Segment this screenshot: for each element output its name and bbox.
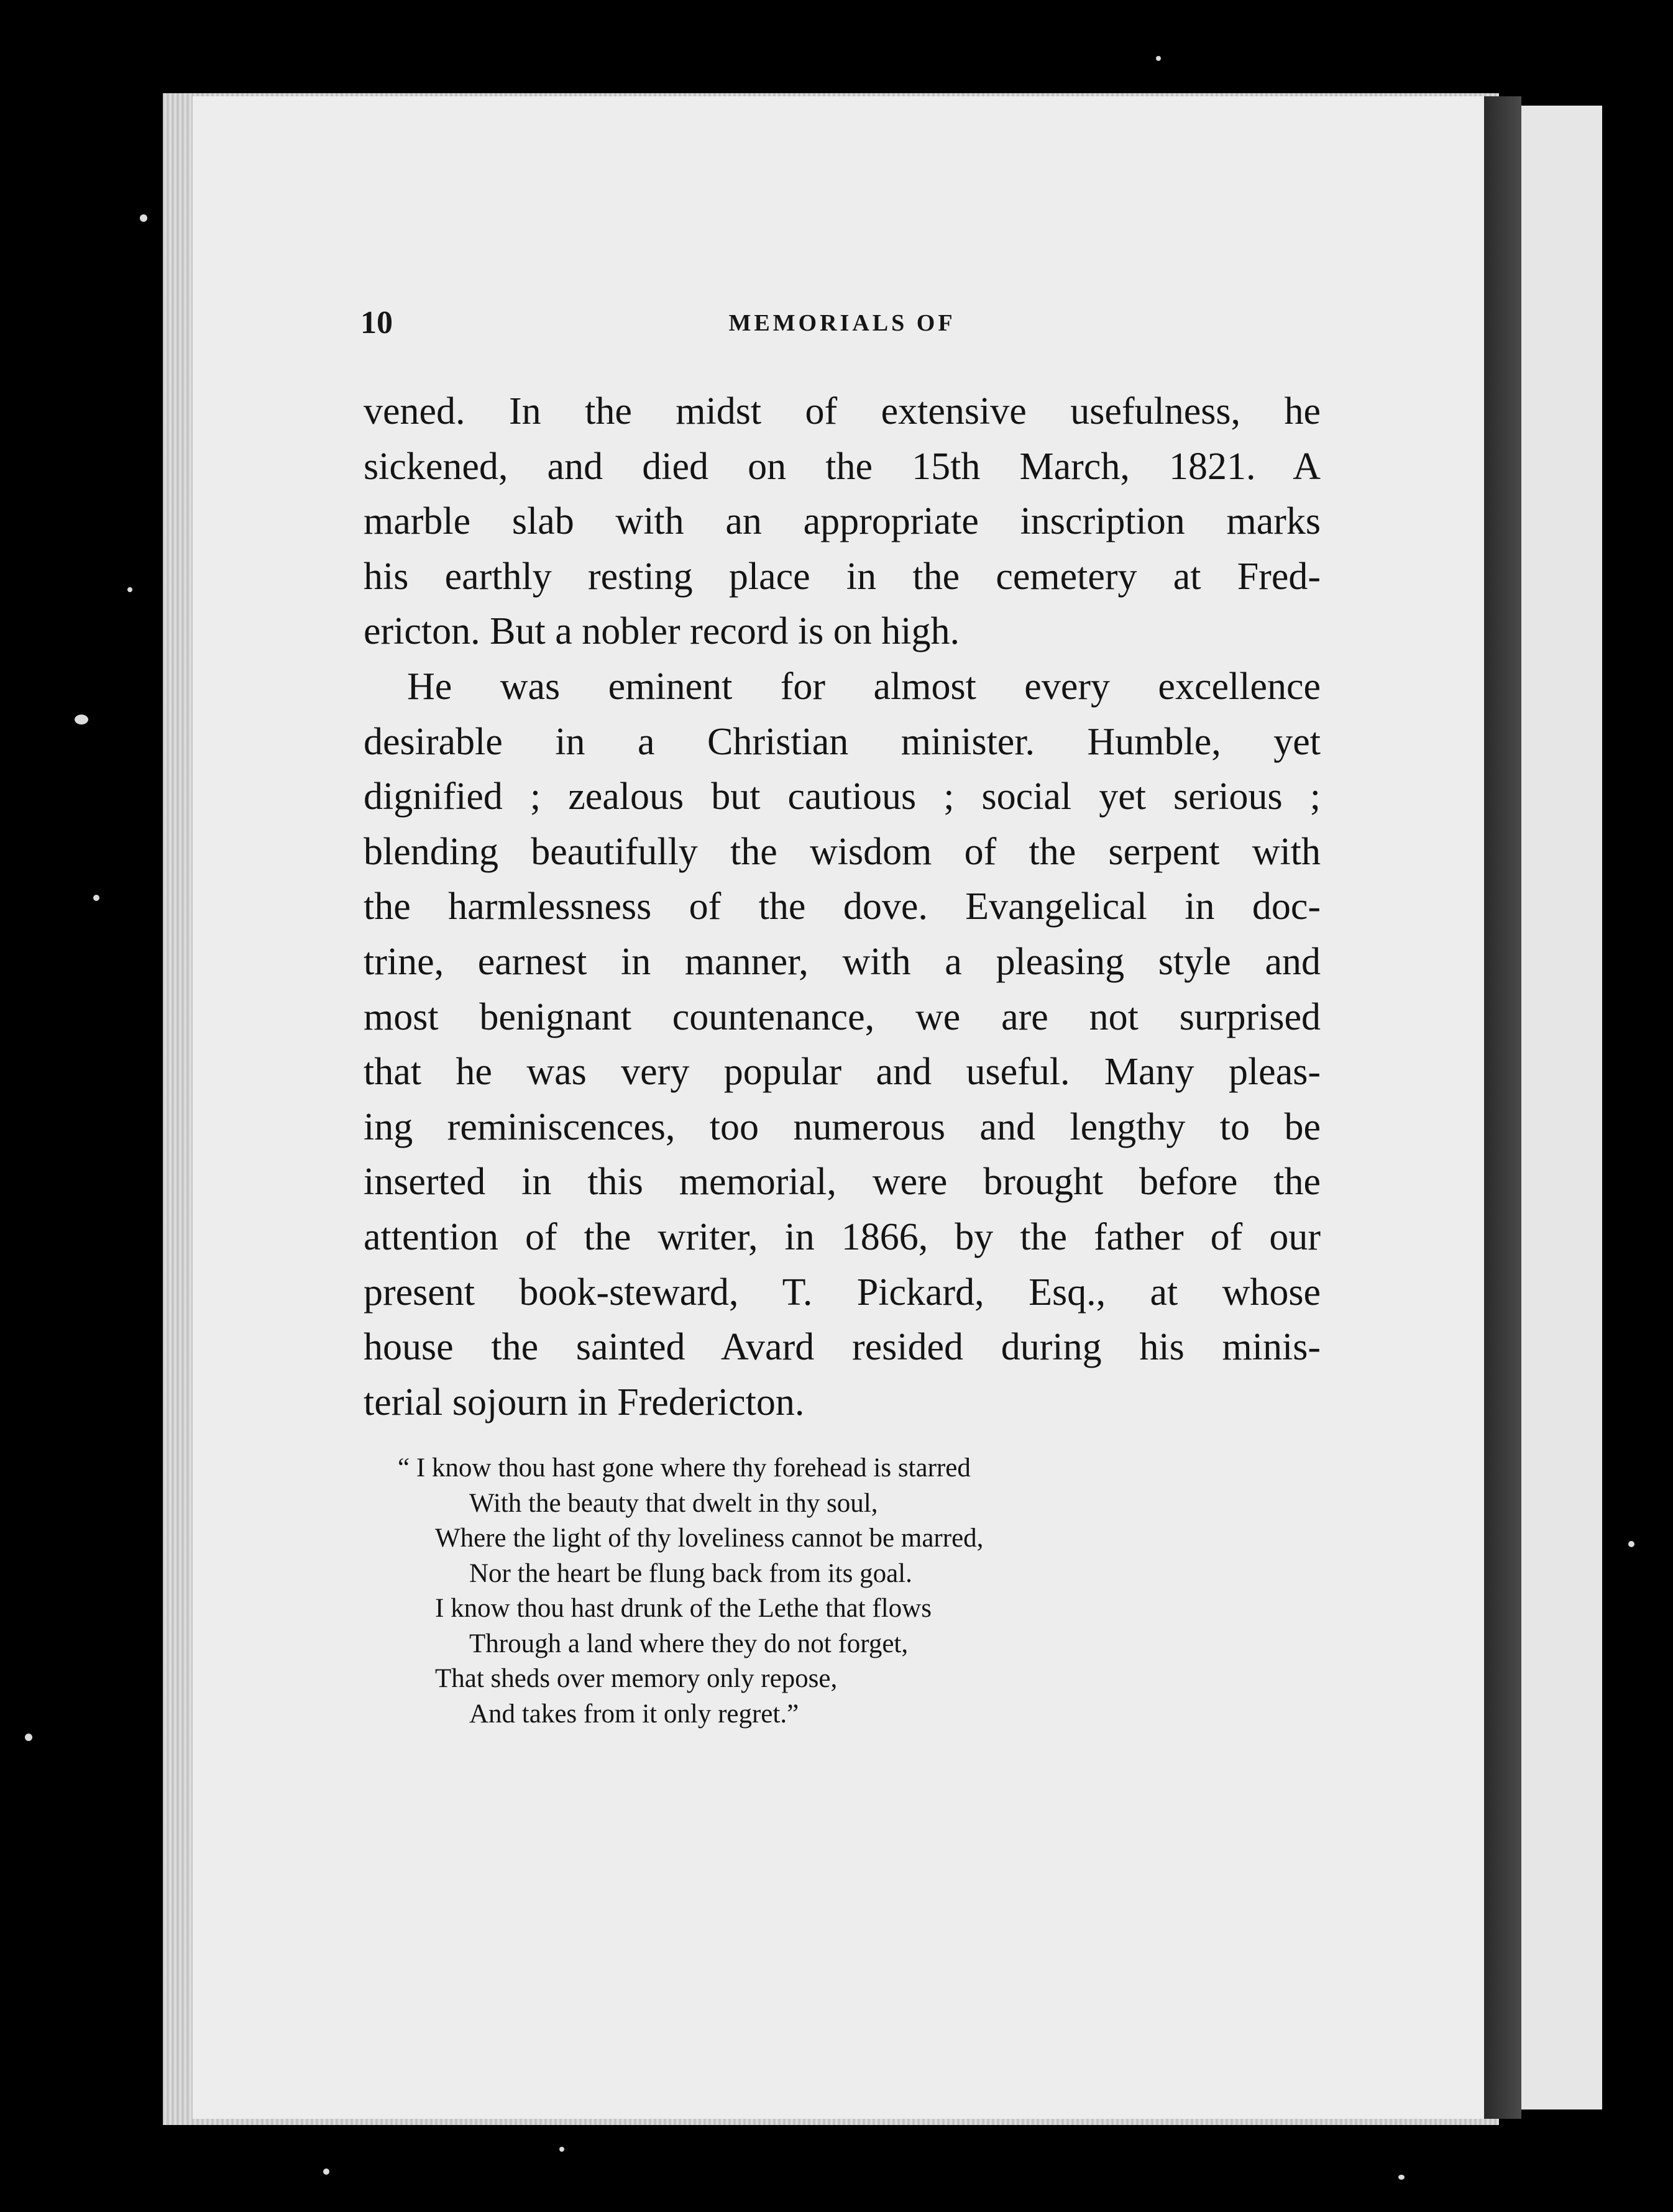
body-line: most benignant countenance, we are not surprised [364, 995, 1321, 1038]
poem-line: “ I know thou hast gone where thy forehead is starred [398, 1453, 971, 1483]
dust-speck [1398, 2175, 1405, 2180]
page-header [360, 304, 1324, 342]
poem-line: Nor the heart be flung back from its goal. [469, 1558, 912, 1588]
poem-line: I know thou hast drunk of the Lethe that flows [435, 1594, 932, 1623]
body-line: attention of the writer, in 1866, by the father of our [364, 1215, 1321, 1258]
facing-page-edge [1521, 106, 1602, 2109]
body-line: that he was very popular and useful. Many pleas- [364, 1051, 1321, 1094]
body-line: house the sainted Avard resided during his minis- [364, 1326, 1321, 1369]
body-line: dignified ; zealous but cautious ; social yet serious ; [364, 775, 1321, 818]
body-line: vened. In the midst of extensive usefulness, he [364, 390, 1321, 432]
body-line: the harmlessness of the dove. Evangelical in doc- [364, 885, 1321, 928]
dust-speck [75, 715, 88, 724]
gutter-shadow [1484, 96, 1521, 2119]
body-line: terial sojourn in Fredericton. [364, 1381, 805, 1424]
dust-speck [1628, 1541, 1634, 1547]
poem-quotation [398, 1451, 1280, 1732]
body-line: trine, earnest in manner, with a pleasing style and [364, 940, 1321, 983]
running-title: MEMORIALS OF [728, 310, 956, 336]
dust-speck [1156, 56, 1161, 61]
body-line: He was eminent for almost every excellence [407, 665, 1321, 708]
poem-line: And takes from it only regret.” [469, 1699, 799, 1729]
poem-line: Through a land where they do not forget, [469, 1629, 909, 1658]
body-line: ericton. But a nobler record is on high. [364, 610, 960, 653]
dust-speck [127, 587, 132, 592]
body-text [364, 384, 1321, 1430]
body-line: present book-steward, T. Pickard, Esq., at whose [364, 1271, 1321, 1314]
body-line: desirable in a Christian minister. Humble, yet [364, 720, 1321, 763]
dust-speck [25, 1734, 32, 1741]
body-line: marble slab with an appropriate inscription marks [364, 500, 1321, 543]
poem-line: Where the light of thy loveliness cannot be marred, [435, 1524, 984, 1553]
body-line: sickened, and died on the 15th March, 1821. A [364, 445, 1321, 488]
dust-speck [140, 214, 147, 222]
body-line: his earthly resting place in the cemetery at Fred- [364, 555, 1321, 598]
dust-speck [323, 2169, 329, 2175]
poem-line: That sheds over memory only repose, [435, 1664, 838, 1693]
page-number: 10 [360, 305, 393, 340]
dust-speck [93, 895, 99, 901]
body-line: ing reminiscences, too numerous and lengthy to be [364, 1105, 1321, 1148]
body-line: blending beautifully the wisdom of the serpent with [364, 830, 1321, 873]
poem-line: With the beauty that dwelt in thy soul, [469, 1488, 878, 1518]
dust-speck [559, 2147, 564, 2152]
body-line: inserted in this memorial, were brought before the [364, 1161, 1321, 1204]
